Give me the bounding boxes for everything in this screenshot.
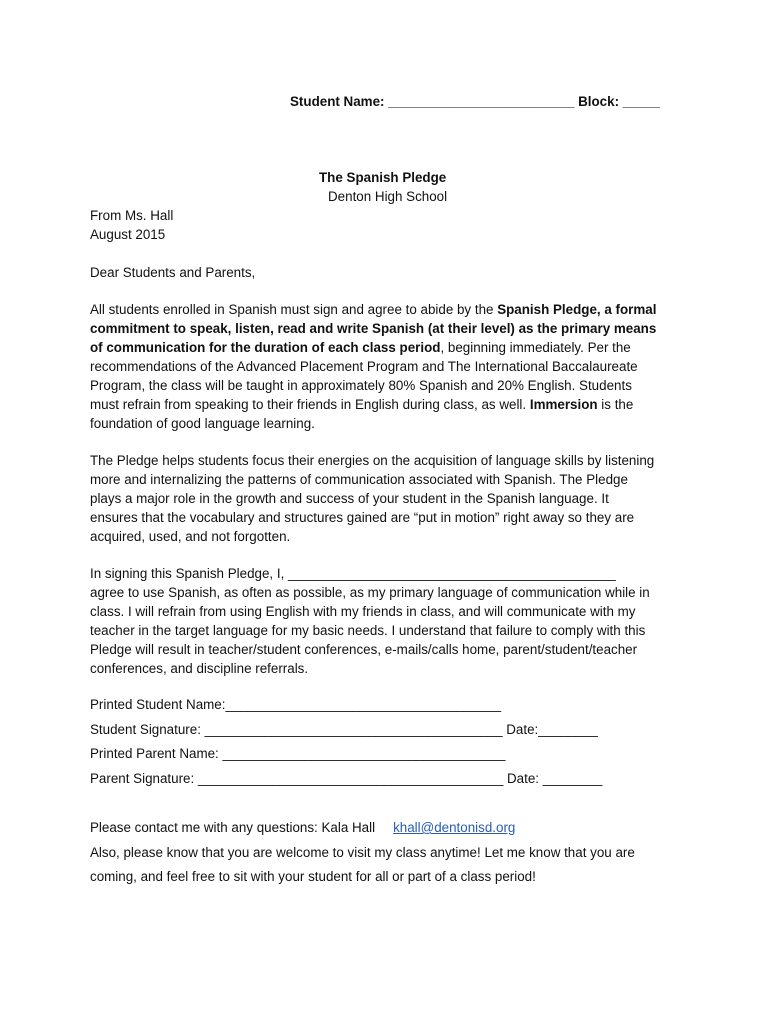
p2-row1: The Pledge helps students focus their energies on the acquisition of language skills by listening [90, 453, 655, 468]
visit-invitation-line-2: coming, and feel free to sit with your student for all or part of a class period! [90, 869, 536, 884]
p2-row4: ensures that the vocabulary and structures gained are “put in motion” right away so they are [90, 510, 635, 525]
p3-row1: In signing this Spanish Pledge, I, ____________________________________________ [90, 566, 616, 581]
p1-row5: Program, the class will be taught in approximately 80% Spanish and 20% English. Students [90, 378, 632, 393]
paragraph-pledge-agreement [90, 564, 690, 678]
p1-row6: must refrain from speaking to their friends in English during class, as well. Immersion is the [90, 397, 634, 412]
email-link[interactable]: khall@dentonisd.org [393, 820, 516, 835]
p3-row6: conferences, and discipline referrals. [90, 661, 309, 676]
p1-row7: foundation of good language learning. [90, 416, 315, 431]
p1-row1: All students enrolled in Spanish must sign and agree to abide by the Spanish Pledge, a formal [90, 302, 657, 317]
p2-row2: more and internalizing the patterns of communication associated with Spanish. The Pledge [90, 472, 628, 487]
p3-row2: agree to use Spanish, as often as possible, as my primary language of communication while in [90, 585, 650, 600]
paragraph-pledge-purpose [90, 451, 690, 546]
p1-row3: of communication for the duration of each class period, beginning immediately. Per the [90, 340, 631, 355]
paragraph-pledge-intro [90, 300, 690, 433]
from-line: From Ms. Hall [90, 208, 174, 223]
p2-row3: plays a major role in the growth and success of your student in the Spanish language. It [90, 491, 609, 506]
contact-line [90, 818, 515, 837]
printed-student-name-field[interactable]: Printed Student Name:_____________________________________ [90, 697, 502, 712]
p3-row4: teacher in the target language for my basic needs. I understand that failure to comply with this [90, 623, 646, 638]
p1-row4: recommendations of the Advanced Placement Program and The International Baccalaureate [90, 359, 638, 374]
p1-row2: commitment to speak, listen, read and write Spanish (at their level) as the primary means [90, 321, 657, 336]
student-name-block-line: Student Name: _________________________ Block: _____ [290, 94, 660, 109]
document-title: The Spanish Pledge [319, 170, 447, 185]
p2-row5: acquired, used, and not forgotten. [90, 529, 291, 544]
p3-row3: class. I will refrain from using English with my friends in class, and will communicate with my [90, 604, 636, 619]
contact-text: Please contact me with any questions: Kala Hall [90, 820, 376, 835]
salutation: Dear Students and Parents, [90, 265, 256, 280]
printed-parent-name-field[interactable]: Printed Parent Name: ______________________________________ [90, 746, 506, 761]
p3-row5: Pledge will result in teacher/student conferences, e-mails/calls home, parent/student/teacher [90, 642, 638, 657]
school-name: Denton High School [328, 189, 448, 204]
student-signature-field[interactable]: Student Signature: ________________________________________ Date:________ [90, 722, 598, 737]
visit-invitation-line: Also, please know that you are welcome to visit my class anytime! Let me know that you are [90, 845, 635, 860]
parent-signature-field[interactable]: Parent Signature: _________________________________________ Date: ________ [90, 771, 603, 786]
date-line: August 2015 [90, 227, 166, 242]
